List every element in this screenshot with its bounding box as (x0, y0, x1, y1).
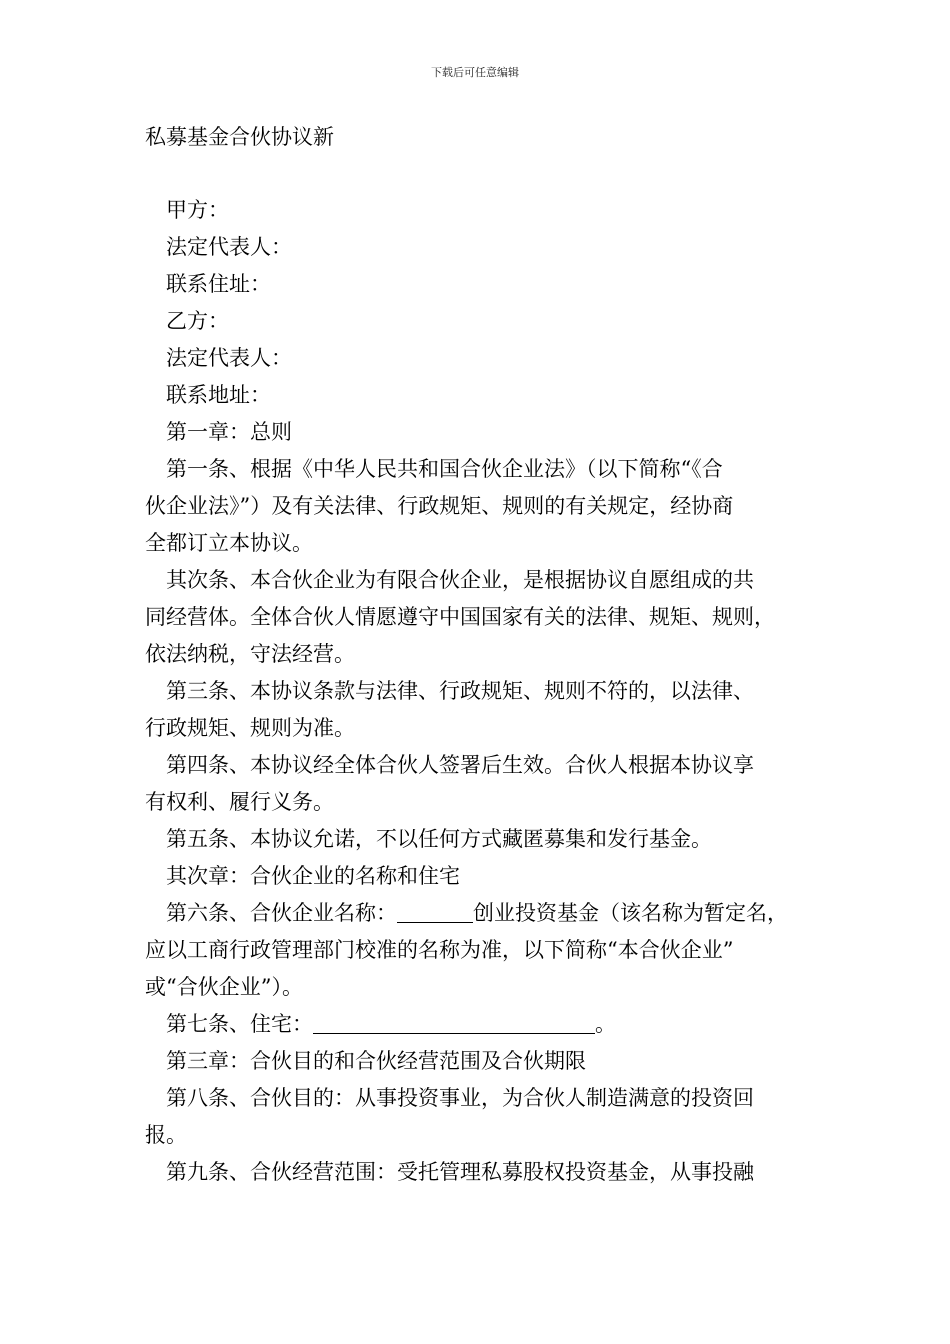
paragraph-line: 依法纳税，守法经营。 (145, 642, 355, 666)
paragraph-line: 其次条、本合伙企业为有限合伙企业，是根据协议自愿组成的共 (166, 568, 754, 592)
article-prefix: 第七条、住宅： (166, 1012, 313, 1036)
page-header-note: 下载后可任意编辑 (431, 66, 519, 79)
paragraph-line: 第四条、本协议经全体合伙人签署后生效。合伙人根据本协议享 (166, 753, 754, 777)
fill-in-blank-residence (313, 1009, 595, 1034)
paragraph-line: 伙企业法》”）及有关法律、行政规矩、规则的有关规定，经协商 (145, 494, 734, 518)
paragraph-line (145, 895, 810, 932)
paragraph-line: 或“合伙企业”）。 (145, 975, 303, 999)
paragraph-line: 乙方： (166, 309, 229, 333)
paragraph-line: 第三条、本协议条款与法律、行政规矩、规则不符的，以法律、 (166, 679, 754, 703)
paragraph-line: 第九条、合伙经营范围：受托管理私募股权投资基金，从事投融 (166, 1160, 754, 1184)
paragraph-line: 甲方： (166, 198, 229, 222)
chapter-heading: 第三章：合伙目的和合伙经营范围及合伙期限 (166, 1049, 586, 1073)
paragraph-line: 同经营体。全体合伙人情愿遵守中国国家有关的法律、规矩、规则， (145, 605, 775, 629)
paragraph-line: 联系住址： (166, 272, 271, 296)
paragraph-line: 报。 (145, 1123, 187, 1147)
paragraph-line: 第八条、合伙目的：从事投资事业，为合伙人制造满意的投资回 (166, 1086, 754, 1110)
article-prefix: 第六条、合伙企业名称： (166, 901, 397, 925)
document-body (145, 192, 810, 1191)
paragraph-line: 行政规矩、规则为准。 (145, 716, 355, 740)
paragraph-line: 第五条、本协议允诺，不以任何方式藏匿募集和发行基金。 (166, 827, 712, 851)
paragraph-line: 法定代表人： (166, 235, 292, 259)
article-suffix: 创业投资基金（该名称为暂定名， (473, 901, 788, 925)
paragraph-line: 第一条、根据《中华人民共和国合伙企业法》（以下简称“《合 (166, 457, 723, 481)
paragraph-line: 全都订立本协议。 (145, 531, 313, 555)
paragraph-line (145, 1006, 810, 1043)
article-suffix: 。 (595, 1012, 616, 1036)
chapter-heading: 其次章：合伙企业的名称和住宅 (166, 864, 460, 888)
paragraph-line: 有权利、履行义务。 (145, 790, 334, 814)
chapter-heading: 第一章：总则 (166, 420, 292, 444)
paragraph-line: 应以工商行政管理部门校准的名称为准，以下简称“本合伙企业” (145, 938, 734, 962)
fill-in-blank-fund-name (397, 898, 473, 923)
document-title: 私募基金合伙协议新 (145, 125, 334, 149)
paragraph-line: 法定代表人： (166, 346, 292, 370)
paragraph-line: 联系地址： (166, 383, 271, 407)
